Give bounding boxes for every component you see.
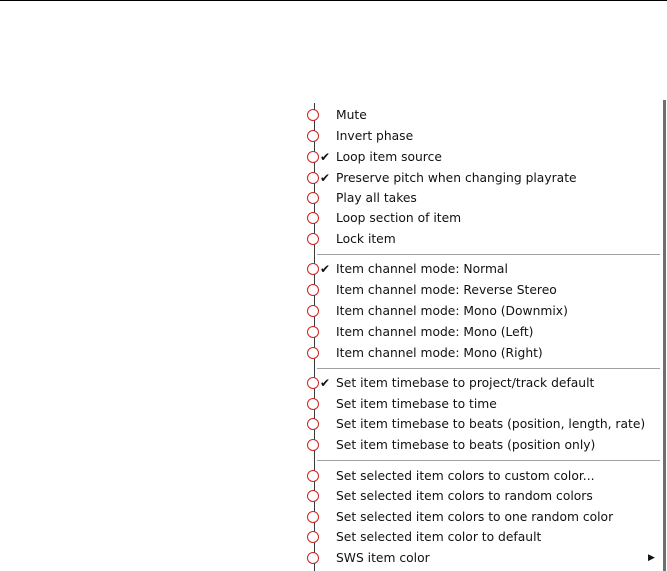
menu-item-channel-mode-mono-right[interactable]: Item channel mode: Mono (Right) bbox=[336, 346, 543, 360]
menu-item-colors-custom[interactable]: Set selected item colors to custom color... bbox=[336, 469, 595, 483]
item-marker-icon bbox=[307, 109, 319, 121]
menu-item-timebase-beats-position[interactable]: Set item timebase to beats (position only) bbox=[336, 438, 596, 452]
item-marker-icon bbox=[307, 130, 319, 142]
item-marker-icon bbox=[307, 212, 319, 224]
menu-item-channel-mode-mono-left[interactable]: Item channel mode: Mono (Left) bbox=[336, 325, 534, 339]
menu-item-lock-item[interactable]: Lock item bbox=[336, 232, 396, 246]
item-marker-icon bbox=[307, 284, 319, 296]
item-marker-icon bbox=[307, 192, 319, 204]
menu-item-mute[interactable]: Mute bbox=[336, 108, 367, 122]
item-marker-icon bbox=[307, 326, 319, 338]
item-marker-icon bbox=[307, 552, 319, 564]
menu-separator bbox=[317, 460, 660, 461]
menu-item-play-all-takes[interactable]: Play all takes bbox=[336, 191, 417, 205]
menu-separator bbox=[317, 368, 660, 369]
menu-right-edge bbox=[663, 100, 666, 571]
item-marker-icon bbox=[307, 263, 319, 275]
menu-item-color-default[interactable]: Set selected item color to default bbox=[336, 530, 542, 544]
checkmark-icon: ✔ bbox=[320, 262, 331, 276]
menu-item-loop-section[interactable]: Loop section of item bbox=[336, 211, 462, 225]
item-marker-icon bbox=[307, 347, 319, 359]
item-marker-icon bbox=[307, 511, 319, 523]
item-marker-icon bbox=[307, 470, 319, 482]
checkmark-icon: ✔ bbox=[320, 171, 331, 185]
item-marker-icon bbox=[307, 151, 319, 163]
menu-item-timebase-beats-full[interactable]: Set item timebase to beats (position, length, rate) bbox=[336, 417, 646, 431]
menu-item-sws-item-color[interactable]: SWS item color bbox=[336, 551, 430, 565]
submenu-arrow-icon: ▶ bbox=[648, 553, 655, 563]
menu-item-colors-one-random[interactable]: Set selected item colors to one random color bbox=[336, 510, 614, 524]
menu-item-preserve-pitch[interactable]: Preserve pitch when changing playrate bbox=[336, 171, 577, 185]
menu-item-channel-mode-mono-downmix[interactable]: Item channel mode: Mono (Downmix) bbox=[336, 304, 568, 318]
menu-item-invert-phase[interactable]: Invert phase bbox=[336, 129, 414, 143]
menu-item-timebase-project-default[interactable]: Set item timebase to project/track default bbox=[336, 376, 595, 390]
window-top-border bbox=[0, 0, 667, 1]
item-marker-icon bbox=[307, 233, 319, 245]
menu-item-channel-mode-normal[interactable]: Item channel mode: Normal bbox=[336, 262, 508, 276]
item-marker-icon bbox=[307, 418, 319, 430]
checkmark-icon: ✔ bbox=[320, 376, 331, 390]
menu-item-colors-random[interactable]: Set selected item colors to random colors bbox=[336, 489, 593, 503]
item-marker-icon bbox=[307, 439, 319, 451]
item-marker-icon bbox=[307, 490, 319, 502]
item-marker-icon bbox=[307, 398, 319, 410]
item-marker-icon bbox=[307, 172, 319, 184]
checkmark-icon: ✔ bbox=[320, 150, 331, 164]
item-marker-icon bbox=[307, 531, 319, 543]
item-marker-icon bbox=[307, 377, 319, 389]
menu-item-loop-item-source[interactable]: Loop item source bbox=[336, 150, 442, 164]
menu-item-timebase-time[interactable]: Set item timebase to time bbox=[336, 397, 497, 411]
item-marker-icon bbox=[307, 305, 319, 317]
menu-separator bbox=[317, 254, 660, 255]
menu-item-channel-mode-reverse-stereo[interactable]: Item channel mode: Reverse Stereo bbox=[336, 283, 557, 297]
